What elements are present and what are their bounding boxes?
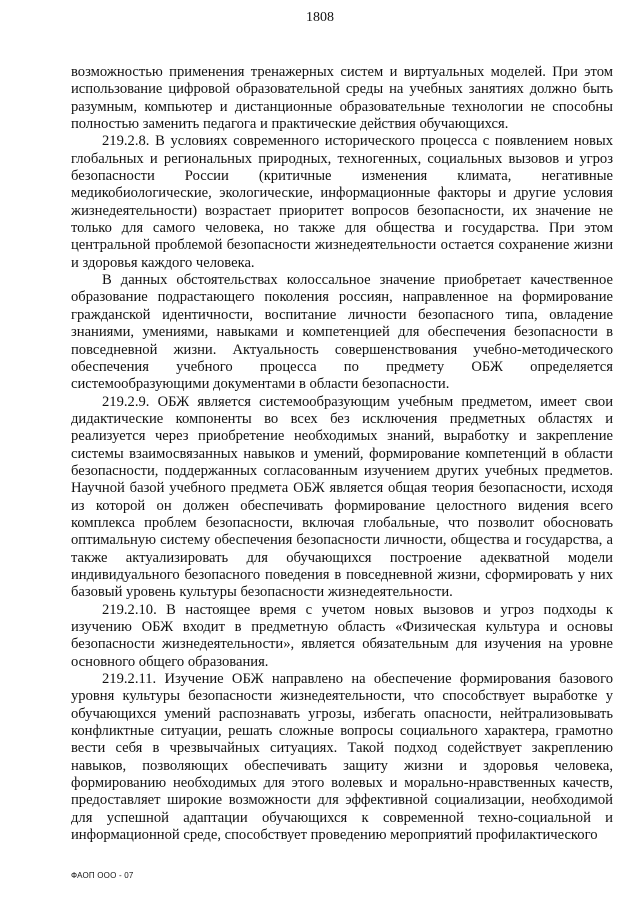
footer-document-code: ФАОП ООО - 07: [71, 871, 134, 880]
paragraph-continuation: возможностью применения тренажерных систем и виртуальных моделей. При этом использование цифровой образовательной среды на учебных занятиях должно быть разумным, компьютер и дистанционные образовательные технологии не способны полностью заменить педагога и практические действия обучающихся.: [71, 64, 613, 133]
document-body: [71, 64, 613, 844]
paragraph-219-2-11: 219.2.11. Изучение ОБЖ направлено на обеспечение формирования базового уровня культуры безопасности жизнедеятельности, что способствует выработке у обучающихся умений распознавать угрозы, избегать опасности, нейтрализовывать конфликтные ситуации, решать сложные вопросы социального характера, грамотно вести себя в чрезвычайных ситуациях. Такой подход содействует закреплению навыков, позволяющих обеспечивать защиту жизни и здоровья человека, формированию необходимых для этого волевых и морально-нравственных качеств, предоставляет широкие возможности для эффективной социализации, необходимой для успешной адаптации обучающихся к современной техно-социальной и информационной среде, способствует проведению мероприятий профилактического: [71, 671, 613, 844]
paragraph-219-2-8: 219.2.8. В условиях современного исторического процесса с появлением новых глобальных и региональных природных, техногенных, социальных вызовов и угроз безопасности России (критичные изменения климата, негативные медикобиологические, экологические, информационные факторы и другие условия жизнедеятельности) возрастает приоритет вопросов безопасности, их значение не только для самого человека, но также для общества и государства. При этом центральной проблемой безопасности жизнедеятельности остается сохранение жизни и здоровья каждого человека.: [71, 133, 613, 271]
paragraph-219-2-9: 219.2.9. ОБЖ является системообразующим учебным предметом, имеет свои дидактические компоненты во всех без исключения предметных областях и реализуется через приобретение необходимых знаний, выработку и закрепление системы взаимосвязанных навыков и умений, формирование компетенций в области безопасности, поддержанных согласованным изучением других учебных предметов. Научной базой учебного предмета ОБЖ является общая теория безопасности, исходя из которой он должен обеспечивать формирование целостного видения всего комплекса проблем безопасности, включая глобальные, что позволит обосновать оптимальную систему обеспечения безопасности личности, общества и государства, а также актуализировать для обучающихся построение адекватной модели индивидуального безопасного поведения в повседневной жизни, сформировать у них базовый уровень культуры безопасности жизнедеятельности.: [71, 393, 613, 601]
paragraph-circumstances: В данных обстоятельствах колоссальное значение приобретает качественное образование подрастающего поколения россиян, направленное на формирование гражданской идентичности, воспитание личности безопасного типа, овладение знаниями, умениями, навыками и компетенцией для обеспечения безопасности в повседневной жизни. Актуальность совершенствования учебно-методического обеспечения учебного процесса по предмету ОБЖ определяется системообразующими документами в области безопасности.: [71, 272, 613, 393]
page-number: 1808: [306, 10, 334, 25]
paragraph-219-2-10: 219.2.10. В настоящее время с учетом новых вызовов и угроз подходы к изучению ОБЖ входит в предметную область «Физическая культура и основы безопасности жизнедеятельности», является обязательным для изучения на уровне основного общего образования.: [71, 601, 613, 670]
